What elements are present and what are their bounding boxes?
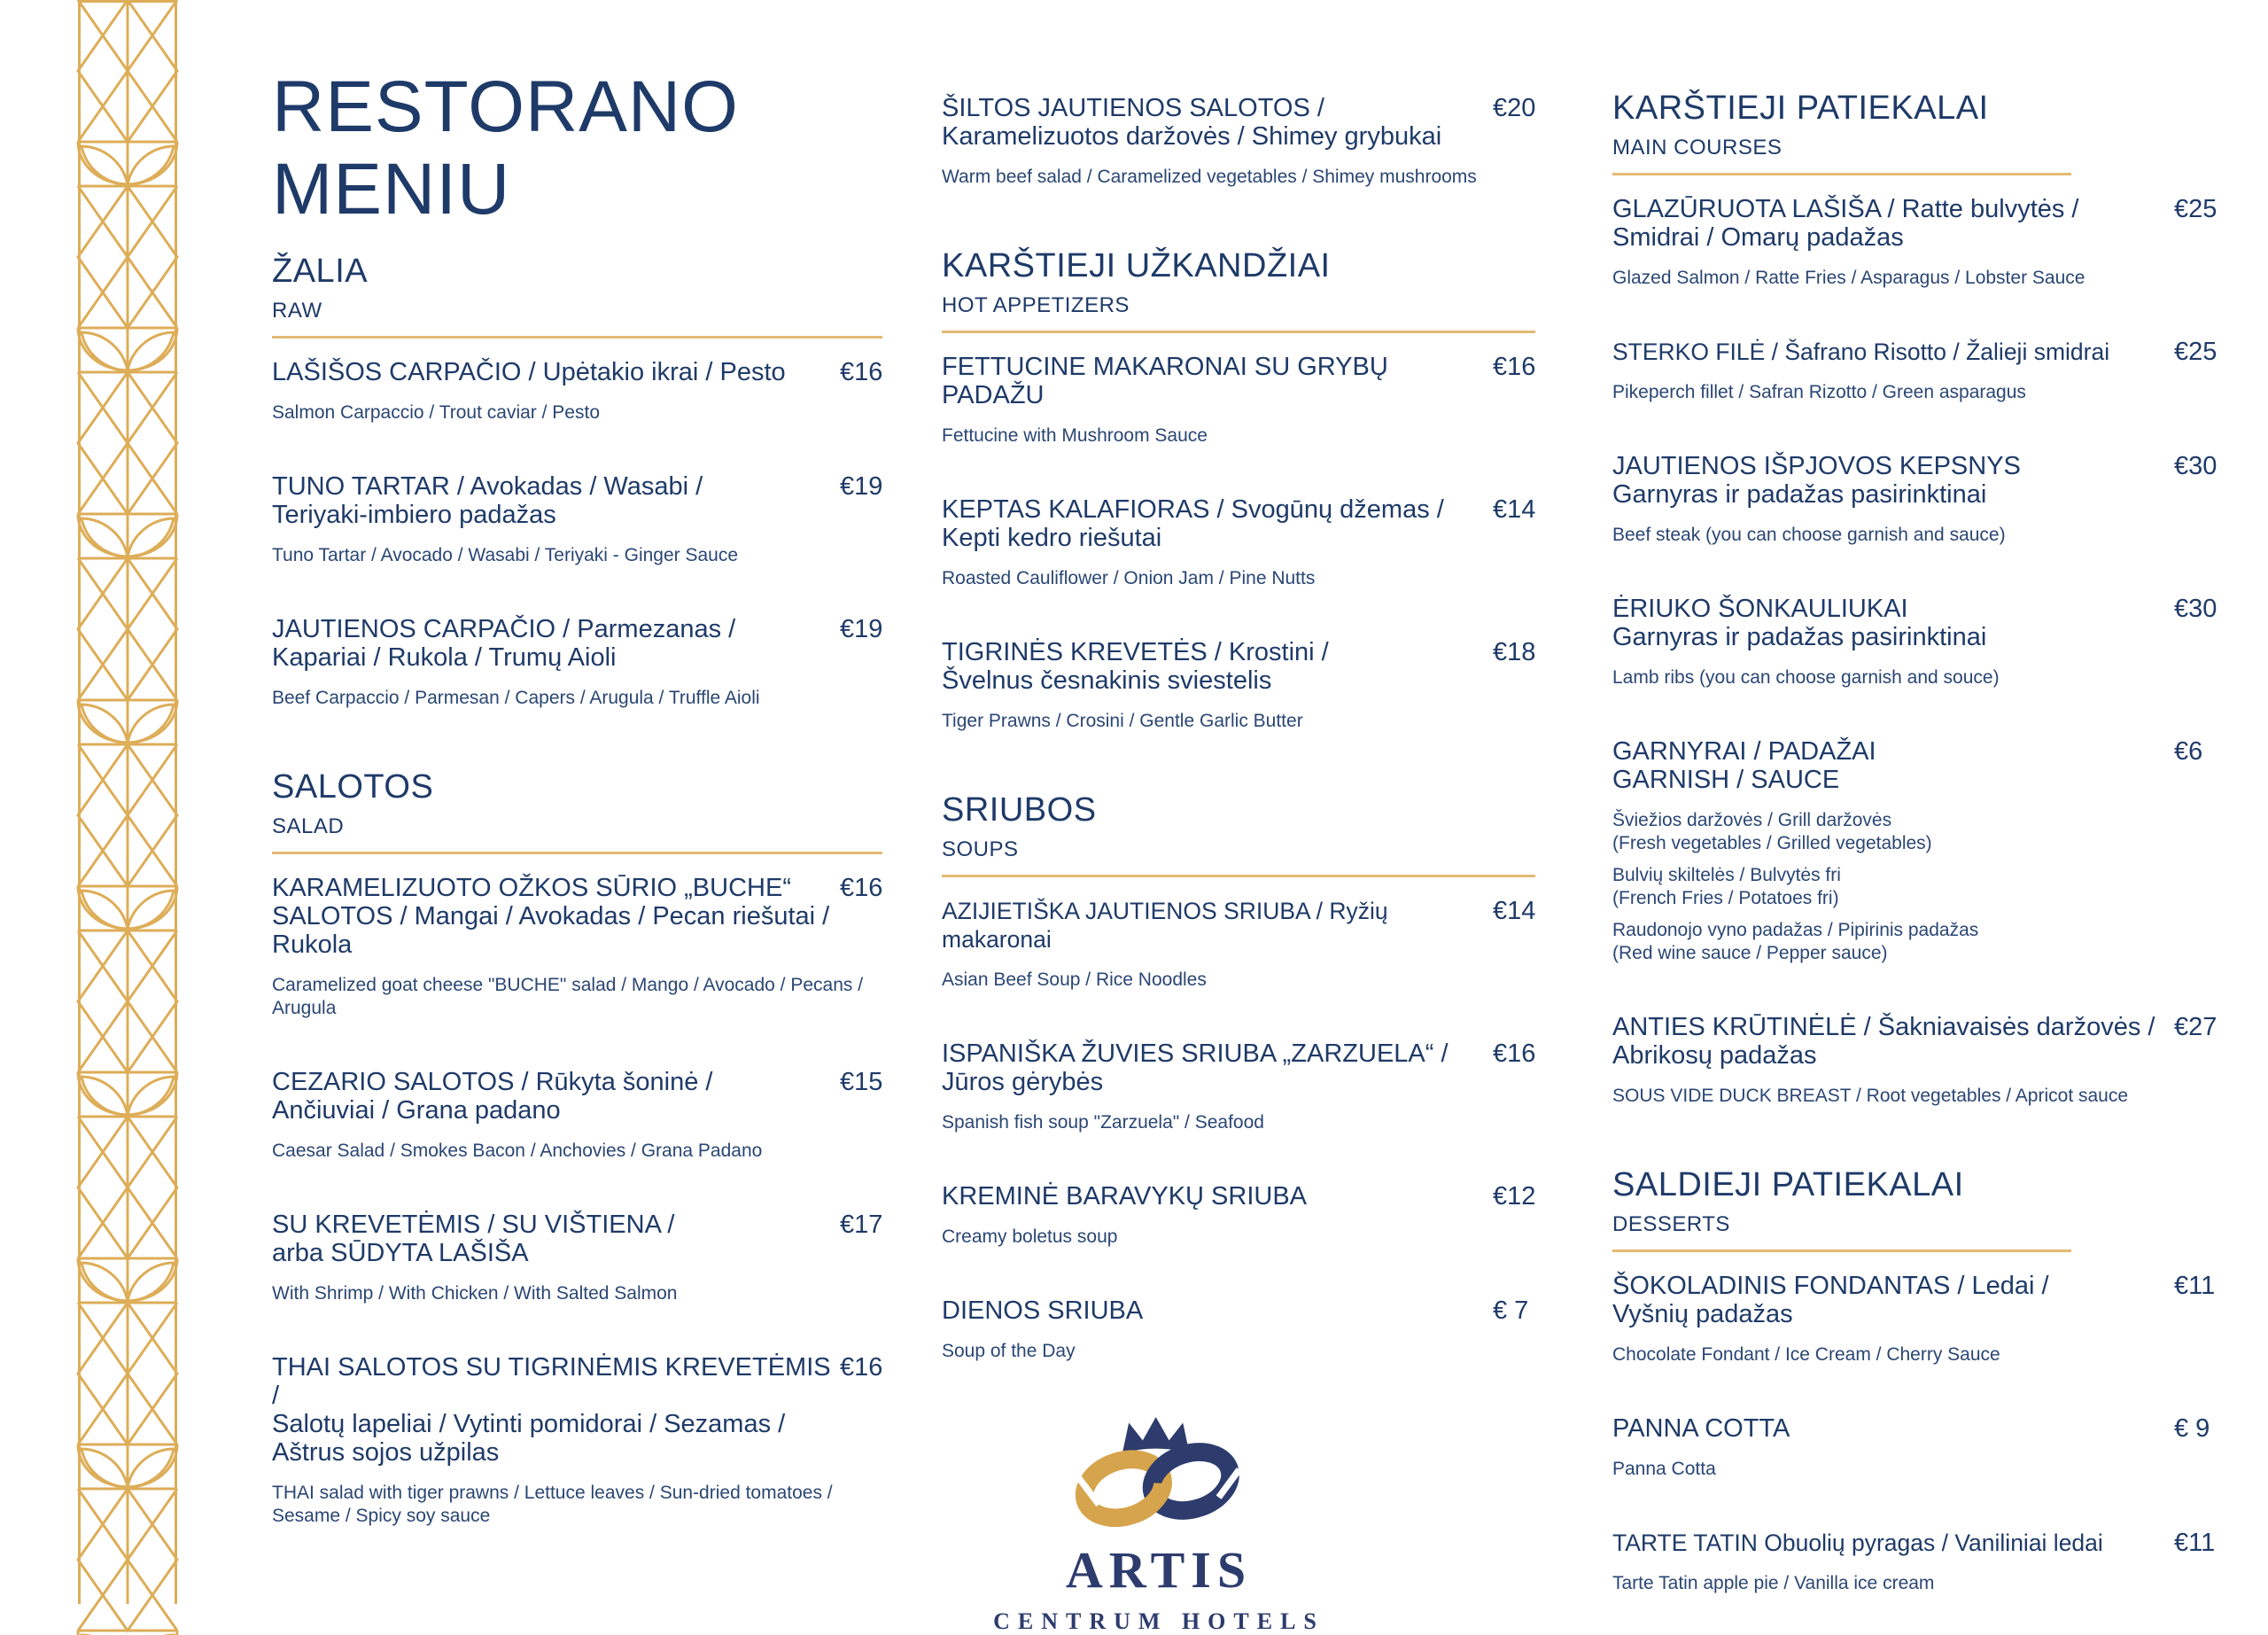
logo-hotel-name: ARTIS xyxy=(1065,1541,1253,1599)
menu-item-price: €16 xyxy=(840,358,883,386)
menu-item xyxy=(1612,452,2227,547)
menu-item-name xyxy=(272,1353,840,1467)
menu-item-description xyxy=(1612,666,2227,689)
page-title-line-2: MENIU xyxy=(272,149,511,230)
description-line: Salmon Carpaccio / Trout caviar / Pesto xyxy=(272,402,600,423)
menu-item-price: €11 xyxy=(2174,1272,2216,1300)
menu-item-name-line: Garnyras ir padažas pasirinktinai xyxy=(1612,480,1987,509)
menu-item-row xyxy=(272,1068,882,1125)
menu-item xyxy=(1612,338,2227,404)
menu-item-name-line: JAUTIENOS IŠPJOVOS KEPSNYS xyxy=(1612,452,2021,480)
menu-item-description xyxy=(942,567,1535,590)
description-line: Raudonojo vyno padažas / Pipirinis padažas xyxy=(1612,920,1979,940)
menu-item-row xyxy=(272,615,882,672)
menu-item-name-line: Švelnus česnakinis sviestelis xyxy=(942,666,1272,695)
section-divider xyxy=(942,875,1535,877)
menu-item-name-line: Rukola xyxy=(272,930,353,959)
description-line: Sesame / Spicy soy sauce xyxy=(272,1506,491,1526)
menu-item xyxy=(1612,1414,2227,1481)
description-line: (French Fries / Potatoes fri) xyxy=(1612,888,1839,908)
menu-item-price: €30 xyxy=(2174,452,2218,480)
menu-item-name-line: SU KREVETĖMIS / SU VIŠTIENA / xyxy=(272,1211,675,1239)
menu-item-name-line: ŠOKOLADINIS FONDANTAS / Ledai / xyxy=(1612,1272,2049,1300)
menu-item-name-line: FETTUCINE MAKARONAI SU GRYBŲ PADAŽU xyxy=(942,353,1388,409)
menu-item-row xyxy=(1612,1529,2227,1557)
menu-item-price: €12 xyxy=(1493,1182,1536,1211)
description-line: Šviežios daržovės / Grill daržovės xyxy=(1612,810,1892,830)
menu-item xyxy=(272,615,882,710)
menu-item-name-line: Jūros gėrybės xyxy=(942,1068,1104,1096)
menu-item-price: € 7 xyxy=(1493,1296,1529,1325)
menu-item-name-line: Kepti kedro riešutai xyxy=(942,524,1162,552)
menu-item-description xyxy=(942,969,1535,992)
menu-item-price: € 9 xyxy=(2174,1414,2210,1443)
section-items xyxy=(942,94,1535,189)
section-divider xyxy=(1612,1250,2071,1252)
description-line: Beef steak (you can choose garnish and sauce) xyxy=(1612,525,2006,545)
menu-item-name-line: Garnyras ir padažas pasirinktinai xyxy=(1612,623,1987,651)
description-group xyxy=(272,1282,882,1305)
menu-item-name xyxy=(1612,1272,2174,1328)
menu-item-row xyxy=(942,1039,1535,1096)
menu-item-name xyxy=(272,1211,840,1267)
section-items xyxy=(1612,1272,2227,1595)
menu-item-price: €14 xyxy=(1493,897,1536,925)
menu-item xyxy=(942,638,1535,733)
menu-item xyxy=(942,94,1535,189)
menu-section xyxy=(272,251,882,710)
menu-item-name-line: SALOTOS / Mangai / Avokadas / Pecan riešutai / xyxy=(272,902,830,930)
section-subheader: HOT APPETIZERS xyxy=(942,293,1130,317)
menu-item-description xyxy=(272,544,882,567)
description-line: Arugula xyxy=(272,998,337,1018)
menu-section xyxy=(1612,1164,2227,1595)
menu-item-price: €16 xyxy=(1493,353,1536,381)
menu-item-name-line: KARAMELIZUOTO OŽKOS SŪRIO „BUCHE“ xyxy=(272,874,791,902)
description-group xyxy=(1612,267,2227,290)
page-title xyxy=(272,66,882,230)
description-line: Creamy boletus soup xyxy=(942,1226,1118,1247)
menu-item-row xyxy=(1612,1013,2227,1070)
description-group xyxy=(942,969,1535,992)
menu-item xyxy=(1612,195,2227,290)
description-group xyxy=(1612,1458,2227,1481)
border-pattern-svg xyxy=(78,0,177,1604)
description-group xyxy=(1612,809,2227,855)
menu-item-name-line: TIGRINĖS KREVETĖS / Krostini / xyxy=(942,638,1329,666)
menu-column-left xyxy=(272,0,882,1528)
description-group xyxy=(942,710,1535,733)
menu-item-name-line: JAUTIENOS CARPAČIO / Parmezanas / xyxy=(272,615,736,643)
menu-item xyxy=(1612,737,2227,965)
section-items xyxy=(942,897,1535,1363)
artis-logo xyxy=(982,1413,1336,1635)
menu-section xyxy=(942,94,1535,189)
section-subheader: DESSERTS xyxy=(1612,1212,1730,1236)
menu-item-name xyxy=(272,472,840,529)
description-line: Caramelized goat cheese "BUCHE" salad / Mango / Avocado / Pecans / xyxy=(272,975,864,995)
menu-item xyxy=(942,1182,1535,1249)
menu-item-row xyxy=(1612,737,2227,794)
description-line: Fettucine with Mushroom Sauce xyxy=(942,425,1208,446)
description-line: Pikeperch fillet / Safran Rizotto / Green asparagus xyxy=(1612,382,2026,402)
menu-item-name xyxy=(942,94,1493,151)
menu-item-name xyxy=(272,358,840,386)
menu-item-name xyxy=(942,1296,1493,1325)
menu-item-name xyxy=(942,638,1493,695)
menu-column-right xyxy=(1612,0,2227,1595)
menu-item-description xyxy=(1612,1572,2227,1595)
menu-item-name xyxy=(942,897,1493,954)
section-subheader: MAIN COURSES xyxy=(1612,136,1783,160)
description-group xyxy=(272,974,882,1020)
section-items xyxy=(942,353,1535,733)
menu-item-name-line: TARTE TATIN Obuolių pyragas / Vaniliniai ledai xyxy=(1612,1530,2103,1556)
menu-item-row xyxy=(942,94,1535,151)
menu-item xyxy=(942,1296,1535,1363)
menu-column-center xyxy=(942,0,1535,1635)
section-header: SALDIEJI PATIEKALAI xyxy=(1612,1166,1964,1203)
description-line: Tiger Prawns / Crosini / Gentle Garlic Butter xyxy=(942,711,1303,731)
menu-item-name xyxy=(1612,1414,2174,1443)
section-subheader: SOUPS xyxy=(942,837,1019,861)
menu-item-price: €6 xyxy=(2174,737,2203,766)
menu-item-name-line: DIENOS SRIUBA xyxy=(942,1296,1144,1325)
menu-item-name-line: GARNISH / SAUCE xyxy=(1612,766,1840,794)
menu-item-row xyxy=(272,358,882,386)
section-subheader: RAW xyxy=(272,299,322,323)
menu-item-name-line: PANNA COTTA xyxy=(1612,1414,1790,1443)
menu-item xyxy=(272,874,882,1020)
menu-item-name-line: Karamelizuotos daržovės / Shimey grybukai xyxy=(942,122,1442,151)
menu-item-description xyxy=(1612,1085,2227,1108)
menu-item-row xyxy=(1612,1414,2227,1443)
menu-item-name-line: GARNYRAI / PADAŽAI xyxy=(1612,737,1876,766)
description-line: Bulvių skiltelės / Bulvytės fri xyxy=(1612,865,1841,885)
description-group xyxy=(1612,381,2227,404)
menu-item-description xyxy=(272,687,882,710)
menu-item xyxy=(272,1211,882,1305)
menu-item-price: €16 xyxy=(840,874,883,902)
menu-item-name-line: Kapariai / Rukola / Trumų Aioli xyxy=(272,643,617,672)
description-group xyxy=(1612,919,2227,965)
menu-item-name-line: CEZARIO SALOTOS / Rūkyta šoninė / xyxy=(272,1068,713,1096)
menu-item xyxy=(1612,1272,2227,1366)
description-line: SOUS VIDE DUCK BREAST / Root vegetables / Apricot sauce xyxy=(1612,1086,2129,1106)
menu-item xyxy=(942,353,1535,448)
description-group xyxy=(942,1111,1535,1134)
menu-item-row xyxy=(272,874,882,959)
menu-section xyxy=(942,790,1535,1363)
menu-item-name xyxy=(272,615,840,672)
menu-item-name xyxy=(1612,1013,2174,1070)
menu-section xyxy=(1612,88,2227,1108)
menu-item-name-line: ŠILTOS JAUTIENOS SALOTOS / xyxy=(942,94,1324,122)
section-divider xyxy=(272,336,882,339)
description-line: Tuno Tartar / Avocado / Wasabi / Teriyaki - Ginger Sauce xyxy=(272,545,739,565)
menu-item-name xyxy=(272,874,840,959)
menu-item-name-line: KREMINĖ BARAVYKŲ SRIUBA xyxy=(942,1182,1308,1211)
menu-item-row xyxy=(1612,195,2227,252)
menu-item xyxy=(942,495,1535,590)
menu-item-name-line: KEPTAS KALAFIORAS / Svogūnų džemas / xyxy=(942,495,1444,524)
description-line: Asian Beef Soup / Rice Noodles xyxy=(942,969,1207,990)
menu-item-description xyxy=(942,710,1535,733)
description-line: Beef Carpaccio / Parmesan / Capers / Arugula / Truffle Aioli xyxy=(272,688,760,708)
description-group xyxy=(1612,524,2227,547)
menu-item-description xyxy=(1612,1343,2227,1366)
menu-item-price: €25 xyxy=(2174,195,2218,223)
description-line: Warm beef salad / Caramelized vegetables / Shimey mushrooms xyxy=(942,167,1477,187)
menu-item-row xyxy=(1612,338,2227,366)
menu-item-row xyxy=(942,638,1535,695)
menu-item-price: €30 xyxy=(2174,595,2218,623)
menu-item-price: €11 xyxy=(2174,1529,2216,1557)
menu-item-description xyxy=(1612,809,2227,965)
section-divider xyxy=(942,331,1535,333)
description-group xyxy=(942,166,1535,189)
menu-item-name-line: Smidrai / Omarų padažas xyxy=(1612,223,1904,252)
menu-item-name-line: THAI SALOTOS SU TIGRINĖMIS KREVETĖMIS / xyxy=(272,1353,831,1410)
section-divider xyxy=(1612,173,2071,175)
menu-section xyxy=(272,767,882,1528)
menu-item-description xyxy=(942,166,1535,189)
section-items xyxy=(1612,195,2227,1108)
section-subheader: SALAD xyxy=(272,814,345,838)
menu-item-row xyxy=(942,1296,1535,1325)
description-line: Roasted Cauliflower / Onion Jam / Pine Nutts xyxy=(942,568,1316,588)
page-title-line-1: RESTORANO xyxy=(272,66,739,147)
menu-section xyxy=(942,245,1535,733)
description-group xyxy=(1612,1085,2227,1108)
menu-item-description xyxy=(942,1340,1535,1363)
menu-item-price: €16 xyxy=(1493,1039,1536,1068)
section-header: SALOTOS xyxy=(272,768,434,806)
menu-item xyxy=(942,1039,1535,1134)
menu-item-row xyxy=(942,1182,1535,1211)
section-header: SRIUBOS xyxy=(942,791,1097,829)
description-line: With Shrimp / With Chicken / With Salted Salmon xyxy=(272,1283,678,1304)
description-group xyxy=(272,1482,882,1528)
menu-item-name xyxy=(942,1182,1493,1211)
section-divider xyxy=(272,852,882,854)
menu-item-name-line: Abrikosų padažas xyxy=(1612,1041,1817,1070)
artis-logo-mark xyxy=(1013,1413,1305,1530)
menu-item-description xyxy=(272,1282,882,1305)
menu-item-description xyxy=(1612,524,2227,547)
menu-item-name-line: STERKO FILĖ / Šafrano Risotto / Žalieji smidrai xyxy=(1612,339,2110,365)
menu-item-name-line: ISPANIŠKA ŽUVIES SRIUBA „ZARZUELA“ / xyxy=(942,1039,1449,1068)
menu-item-name xyxy=(272,1068,840,1125)
menu-item xyxy=(942,897,1535,992)
description-line: THAI salad with tiger prawns / Lettuce leaves / Sun-dried tomatoes / xyxy=(272,1483,833,1503)
description-line: Tarte Tatin apple pie / Vanilla ice cream xyxy=(1612,1573,1935,1593)
menu-item-name-line: Aštrus sojos užpilas xyxy=(272,1438,500,1467)
menu-item-description xyxy=(942,424,1535,448)
menu-item-name-line: Ančiuviai / Grana padano xyxy=(272,1096,561,1125)
menu-item xyxy=(272,1353,882,1528)
menu-item-name-line: Teriyaki-imbiero padažas xyxy=(272,501,556,529)
menu-item xyxy=(1612,1013,2227,1108)
description-group xyxy=(1612,1572,2227,1595)
menu-item-row xyxy=(1612,452,2227,509)
menu-item-name-line: ĖRIUKO ŠONKAULIUKAI xyxy=(1612,595,1908,623)
menu-item-price: €19 xyxy=(840,472,883,501)
menu-item-description xyxy=(272,1482,882,1528)
description-group xyxy=(1612,666,2227,689)
menu-item-description xyxy=(272,974,882,1020)
section-header: KARŠTIEJI PATIEKALAI xyxy=(1612,90,1989,127)
description-line: Soup of the Day xyxy=(942,1341,1076,1361)
description-group xyxy=(942,1340,1535,1363)
description-group xyxy=(1612,1343,2227,1366)
description-group xyxy=(272,1140,882,1163)
menu-item-row xyxy=(942,897,1535,954)
section-items xyxy=(272,358,882,710)
section-header: KARŠTIEJI UŽKANDŽIAI xyxy=(942,247,1331,284)
description-line: Chocolate Fondant / Ice Cream / Cherry Sauce xyxy=(1612,1344,2000,1365)
description-line: Caesar Salad / Smokes Bacon / Anchovies / Grana Padano xyxy=(272,1141,763,1161)
menu-item-description xyxy=(1612,381,2227,404)
menu-item xyxy=(272,358,882,424)
interlocked-rings-icon xyxy=(1077,1443,1239,1528)
menu-item-description xyxy=(272,1140,882,1163)
menu-item-price: €17 xyxy=(840,1211,883,1239)
description-line: Lamb ribs (you can choose garnish and souce) xyxy=(1612,667,2000,688)
menu-item-row xyxy=(942,495,1535,552)
menu-item-price: €20 xyxy=(1493,94,1536,122)
menu-item xyxy=(1612,1529,2227,1595)
description-group xyxy=(942,567,1535,590)
menu-item-name-line: arba SŪDYTA LAŠIŠA xyxy=(272,1239,529,1267)
description-group xyxy=(272,401,882,424)
menu-item xyxy=(272,1068,882,1163)
menu-item-name-line: GLAZŪRUOTA LAŠIŠA / Ratte bulvytės / xyxy=(1612,195,2079,223)
menu-item-name xyxy=(1612,452,2174,509)
menu-item-row xyxy=(1612,1272,2227,1328)
menu-item-name-line: Vyšnių padažas xyxy=(1612,1300,1793,1328)
menu-item-row xyxy=(272,1211,882,1267)
description-line: Panna Cotta xyxy=(1612,1459,1716,1479)
description-line: Spanish fish soup "Zarzuela" / Seafood xyxy=(942,1112,1264,1133)
menu-item-row xyxy=(942,353,1535,409)
menu-item-name xyxy=(942,495,1493,552)
menu-item-price: €16 xyxy=(840,1353,883,1382)
decorative-border-pattern xyxy=(78,0,177,1604)
menu-item-description xyxy=(942,1226,1535,1249)
menu-item-row xyxy=(272,1353,882,1467)
menu-item xyxy=(272,472,882,567)
menu-item-price: €18 xyxy=(1493,638,1536,666)
section-header: ŽALIA xyxy=(272,253,369,290)
menu-item-description xyxy=(1612,267,2227,290)
menu-item-name xyxy=(1612,1529,2174,1557)
menu-item-price: €25 xyxy=(2174,338,2218,366)
menu-item-name xyxy=(942,353,1493,409)
menu-item-name xyxy=(1612,595,2174,651)
menu-item-name-line: AZIJIETIŠKA JAUTIENOS SRIUBA / Ryžių makaronai xyxy=(942,898,1388,953)
menu-item-name-line: TUNO TARTAR / Avokadas / Wasabi / xyxy=(272,472,703,501)
menu-item-name xyxy=(1612,195,2174,252)
description-group xyxy=(272,687,882,710)
description-line: (Red wine sauce / Pepper sauce) xyxy=(1612,943,1888,963)
menu-item-price: €27 xyxy=(2174,1013,2218,1041)
menu-item xyxy=(1612,595,2227,689)
description-group xyxy=(942,424,1535,448)
menu-item-name-line: LAŠIŠOS CARPAČIO / Upėtakio ikrai / Pesto xyxy=(272,358,786,386)
menu-item-name-line: ANTIES KRŪTINĖLĖ / Šakniavaisės daržovės / xyxy=(1612,1013,2155,1041)
menu-item-row xyxy=(272,472,882,529)
description-group xyxy=(272,544,882,567)
menu-item-name xyxy=(1612,737,2174,794)
menu-item-name-line: Salotų lapeliai / Vytinti pomidorai / Sezamas / xyxy=(272,1410,786,1438)
menu-item-description xyxy=(1612,1458,2227,1481)
menu-item-price: €14 xyxy=(1493,495,1536,524)
logo-hotel-subtitle: CENTRUM HOTELS xyxy=(993,1608,1324,1634)
menu-item-row xyxy=(1612,595,2227,651)
description-group xyxy=(942,1226,1535,1249)
menu-item-name xyxy=(942,1039,1493,1096)
menu-item-price: €19 xyxy=(840,615,883,643)
description-line: Glazed Salmon / Ratte Fries / Asparagus / Lobster Sauce xyxy=(1612,268,2085,288)
description-group xyxy=(1612,864,2227,910)
menu-item-description xyxy=(942,1111,1535,1134)
menu-item-price: €15 xyxy=(840,1068,883,1096)
menu-item-description xyxy=(272,401,882,424)
section-items xyxy=(272,874,882,1528)
menu-item-name xyxy=(1612,338,2174,366)
description-line: (Fresh vegetables / Grilled vegetables) xyxy=(1612,833,1932,853)
